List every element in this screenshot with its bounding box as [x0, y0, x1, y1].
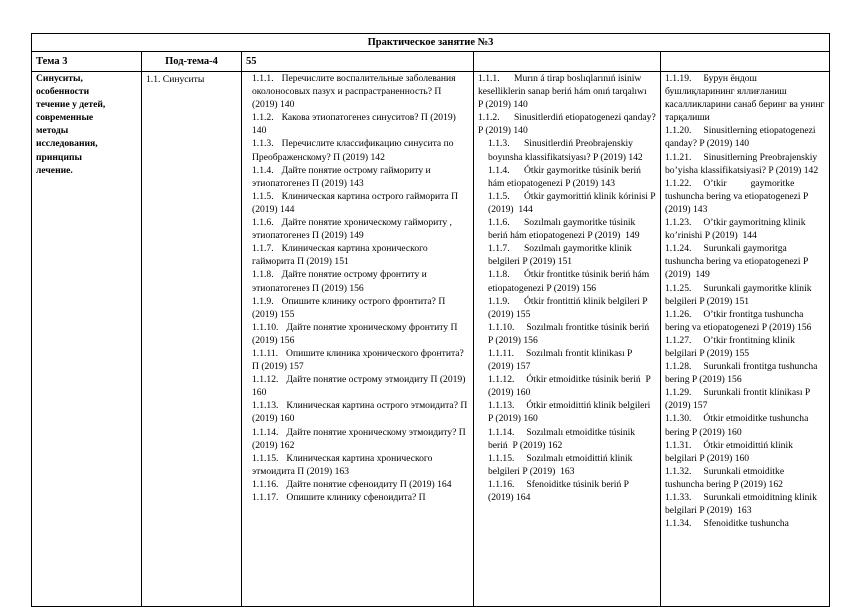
list-item [252, 399, 469, 425]
topic-label: Тема 3 [32, 52, 142, 72]
list-item: 1.1.16. Sfenoiditke túsinik beriń P (2019) 164 [488, 478, 632, 503]
question-text: Клиническая картина острого гайморита П (2019) 144 [252, 190, 459, 215]
list-item [252, 452, 469, 478]
question-text: Перечислите воспалительные заболевания околоносовых пазух и распраcтраненность? П (2019) 140 [252, 73, 456, 111]
list-item [252, 373, 469, 399]
questions-uz-list [665, 72, 825, 530]
question-number: 1.1.2. [252, 112, 274, 124]
list-item [252, 72, 469, 111]
questions-kk-cell [474, 72, 661, 607]
question-text: Опишите клинику острого фронтита? П (2019) 155 [252, 295, 446, 320]
list-item [252, 347, 469, 373]
question-text: Какова этиопатогенез синуситов? П (2019) 140 [252, 112, 456, 137]
topic-line: исследования, [36, 138, 98, 150]
question-text: Клиническая картина острого этмоидита? П (2019) 160 [252, 400, 468, 425]
topic-line: особенности [36, 86, 90, 98]
list-item: 1.1.29. Surunkali frontit klinikası P (2019) 157 [665, 387, 813, 412]
topic-text [36, 72, 137, 177]
question-text: Дайте понятие острому гаймориту и этиопатогенез П (2019) 143 [252, 164, 431, 189]
list-item: 1.1.24. Surunkali gaymoritga tushuncha bering va etiopatogenezi P (2019) 149 [665, 243, 811, 281]
question-text: Дайте понятие хроническому фронтиту П (2019) 156 [252, 321, 458, 346]
list-item: 1.1.5. Ótkir gaymorittiń klinik kórinisi P (2019) 144 [488, 190, 658, 215]
list-item [252, 295, 469, 321]
list-item: 1.1.7. Sozılmalı gaymoritke klinik belgileri P (2019) 151 [488, 243, 635, 268]
list-item [252, 478, 469, 491]
subtopic-label: Под-тема-4 [142, 52, 242, 72]
topic-line: лечение. [36, 164, 73, 176]
question-text: Дайте понятие сфеноидиту П (2019) 164 [286, 478, 452, 490]
questions-uz-cell [661, 72, 830, 607]
list-item: 1.1.11. Sozılmalı frontit klinikası P (2019) 157 [488, 347, 635, 373]
list-item: 1.1.13. Ótkir etmoidittiń klinik belgileri P (2019) 160 [488, 400, 653, 425]
question-number: 1.1.4. [252, 164, 274, 176]
list-item: 1.1.33. Surunkali etmoiditning klinik belgilari P (2019) 163 [665, 492, 820, 517]
question-text: Дайте понятие хроническому гаймориту , этиопатогенез П (2019) 149 [252, 217, 452, 242]
question-number: 1.1.10. [252, 321, 279, 333]
list-item: 1.1.34. Sfenoiditke tushuncha [665, 518, 789, 530]
list-item: 1.1.25. Surunkali gaymoritke klinik belgileri P (2019) 151 [665, 282, 814, 307]
list-item: 1.1.6. Sozılmalı gaymoritke túsinik beriń hám etiopatogenezi P (2019) 149 [488, 217, 640, 242]
list-item: 1.1.19. Бурун ёндош бушлиқларининг яллиғланиш касалликларини санаб беринг ва унинг тарқалиши [665, 73, 827, 124]
question-number: 1.1.17. [252, 492, 279, 503]
topic-line: принципы [36, 151, 82, 163]
page-title: Практическое занятие №3 [32, 34, 830, 52]
question-number: 1.1.7. [252, 243, 274, 255]
list-item: 1.1.28. Surunkali frontitga tushuncha bering P (2019) 156 [665, 361, 820, 386]
list-item: 1.1.31. Ótkir etmoidittiń klinik belgilari P (2019) 160 [665, 439, 796, 464]
list-item: 1.1.2. Sinusitlerdiń etiopatogenezi qanday? P (2019) 140 [478, 112, 659, 137]
question-number: 1.1.16. [252, 478, 279, 490]
questions-ru-cell [242, 72, 474, 607]
list-item: 1.1.21. Sinusitlerning Preobrajenskiy bo’yisha klassifikatsiyasi? P (2019) 142 [665, 151, 820, 176]
question-text: Дайте понятие острому этмоидиту П (2019) 160 [252, 374, 466, 399]
header-empty-cell [474, 52, 661, 72]
list-item: 1.1.12. Ótkir etmoiditke túsinik beriń P (2019) 160 [488, 374, 653, 399]
list-item [252, 491, 469, 504]
lesson-table [31, 33, 830, 607]
list-item [252, 242, 469, 268]
content-row [32, 72, 830, 607]
lesson-number: 55 [242, 52, 474, 72]
question-text: Опишите клинику сфеноидита? П [286, 492, 426, 503]
question-number: 1.1.3. [252, 138, 274, 150]
list-item [252, 164, 469, 190]
list-item: 1.1.30. Ótkir etmoiditke tushuncha bering P (2019) 160 [665, 413, 811, 438]
question-text: Дайте понятие острому фронтиту и этиопатогенез П (2019) 156 [252, 269, 427, 294]
topic-cell [32, 72, 142, 607]
question-number: 1.1.1. [252, 73, 274, 84]
list-item: 1.1.23. O’tkir gaymoritning klinik ko’rinishi P (2019) 144 [665, 217, 808, 242]
header-empty-cell [661, 52, 830, 72]
question-number: 1.1.11. [252, 347, 279, 359]
list-item [252, 111, 469, 137]
questions-kk-list [478, 72, 659, 504]
subtopic-cell [142, 72, 242, 607]
question-text: Перечислите классификацию синусита по Преображенскому? П (2019) 142 [252, 138, 454, 163]
list-item: 1.1.15. Sozılmalı etmoidittiń klinik belgileri P (2019) 163 [488, 452, 635, 477]
list-item: 1.1.1. Murın á tirap boslıqlarınıń isiniw keselliklerin sanap beriń hám onıń tarqalıwı P (2019) 140 [478, 73, 652, 111]
topic-line: методы [36, 125, 69, 137]
question-number: 1.1.12. [252, 374, 279, 386]
list-item [252, 321, 469, 347]
question-number: 1.1.6. [252, 217, 274, 229]
list-item: 1.1.26. O’tkir frontitga tushuncha bering va etiopatogenezi P (2019) 156 [665, 308, 812, 333]
question-number: 1.1.5. [252, 190, 274, 202]
question-number: 1.1.13. [252, 400, 279, 412]
list-item: 1.1.8. Ótkir frontitke túsinik beriń hám etiopatogenezi P (2019) 156 [488, 269, 652, 294]
question-text: Клиническая картина хронического этмоидита П (2019) 163 [252, 452, 433, 477]
header-row [32, 52, 830, 72]
question-number: 1.1.9. [252, 295, 274, 307]
questions-ru-list [252, 72, 469, 504]
list-item [252, 268, 469, 294]
question-text: Дайте понятие хроническому этмоидиту? П (2019) 162 [252, 426, 466, 451]
list-item [252, 190, 469, 216]
list-item: 1.1.20. Sinusitlerning etiopatogenezi qanday? P (2019) 140 [665, 125, 818, 150]
list-item: 1.1.4. Ótkir gaymoritke túsinik beriń hám etiopatogenezi P (2019) 143 [488, 164, 644, 189]
topic-line: Синуситы, [36, 73, 83, 84]
topic-line: современные [36, 112, 94, 124]
title-row [32, 34, 830, 52]
list-item [252, 216, 469, 242]
question-number: 1.1.14. [252, 426, 279, 438]
list-item: 1.1.22. O’tkir gaymoritke tushuncha bering va etiopatogenezi P (2019) 143 [665, 177, 811, 215]
list-item [252, 137, 469, 163]
question-text: Опишите клиника хронического фронтита? П (2019) 157 [252, 347, 464, 373]
question-number: 1.1.8. [252, 269, 274, 281]
question-text: Клиническая картина хронического гайморита П (2019) 151 [252, 243, 428, 268]
topic-line: течение у детей, [36, 99, 106, 111]
list-item: 1.1.10. Sozılmalı frontitke túsinik beriń P (2019) 156 [488, 321, 652, 346]
list-item: 1.1.9. Ótkir frontittiń klinik belgileri P (2019) 155 [488, 295, 650, 320]
subtopic-text: 1.1. Синуситы [146, 74, 205, 85]
list-item: 1.1.27. O’tkir frontitning klinik belgilari P (2019) 155 [665, 334, 798, 359]
list-item: 1.1.14. Sozılmalı etmoiditke túsinik beriń P (2019) 162 [488, 426, 638, 451]
question-number: 1.1.15. [252, 452, 279, 464]
list-item: 1.1.3. Sinusitlerdiń Preobrajenskiy boyınsha klassifikatsiyası? P (2019) 142 [488, 138, 643, 163]
list-item [252, 426, 469, 452]
list-item: 1.1.32. Surunkali etmoiditke tushuncha bering P (2019) 162 [665, 465, 787, 490]
